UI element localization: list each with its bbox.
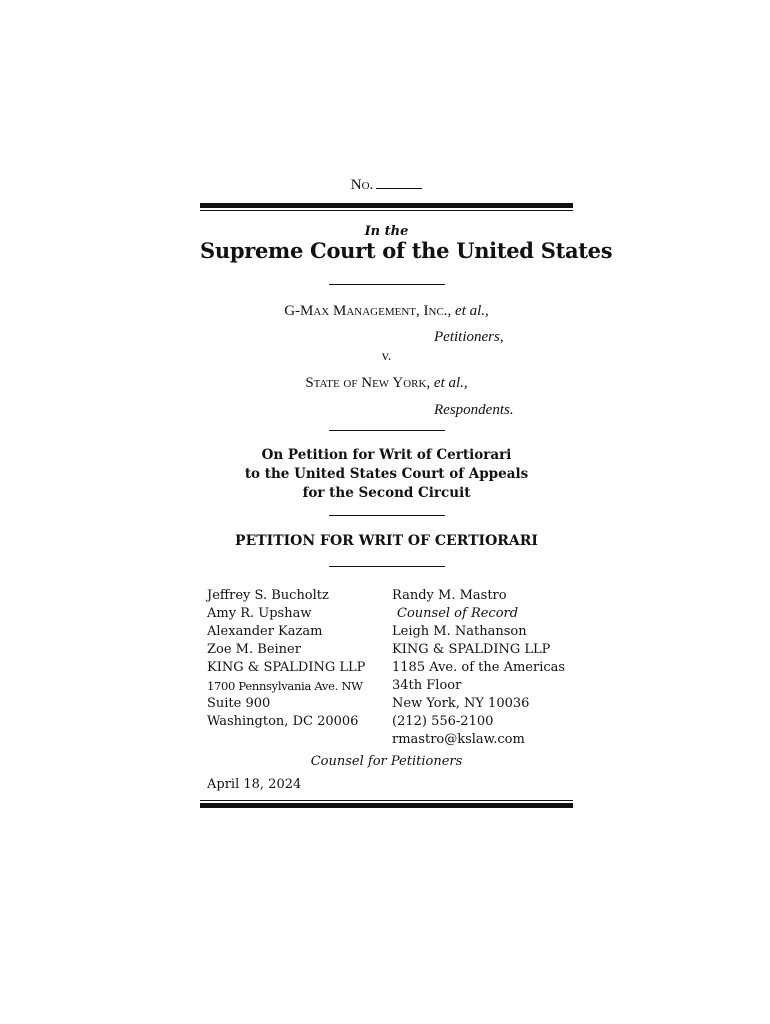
docket-blank [376,176,422,189]
counsel-right-line: Leigh M. Nathanson [392,624,527,639]
petitioner-et-al: et al., [455,303,489,319]
respondent-line [200,375,573,392]
petition-line-1: On Petition for Writ of Certiorari [261,447,512,463]
counsel-left-line: Alexander Kazam [207,624,323,639]
petitioner-role: Petitioners, [434,329,504,345]
counsel-right-line: KING & SPALDING LLP [392,642,551,657]
divider-rule [329,566,445,567]
petitioner-name: G-Max Management, Inc., [284,303,452,319]
counsel-right-line: (212) 556-2100 [392,714,494,729]
counsel-left-column [207,587,365,731]
counsel-of-record-name: Randy M. Mastro [392,588,507,603]
top-double-rule [200,203,573,211]
counsel-left-line: Zoe M. Beiner [207,642,301,657]
cover-page [200,0,613,1024]
respondent-role: Respondents. [434,402,514,418]
in-the-label: In the [364,224,409,239]
counsel-right-line: 34th Floor [392,678,462,693]
bottom-double-rule [200,800,573,808]
counsel-left-line: 1700 Pennsylvania Ave. NW [207,679,363,693]
filing-date: April 18, 2024 [207,777,302,792]
petition-description [200,446,573,503]
divider-rule [329,515,445,516]
respondent-et-al: et al., [433,375,468,391]
counsel-right-line: 1185 Ave. of the Americas [392,660,566,675]
counsel-left-line: Suite 900 [207,696,271,711]
counsel-right-column [392,587,565,749]
respondent-name: State of New York, [305,375,431,391]
counsel-email: rmastro@kslaw.com [392,732,525,747]
petitioner-line [200,303,573,320]
court-name: Supreme Court of the United States [200,238,613,263]
counsel-left-line: Jeffrey S. Bucholtz [207,588,329,603]
divider-rule [329,284,445,285]
counsel-left-line: KING & SPALDING LLP [207,660,366,675]
petition-title: PETITION FOR WRIT OF CERTIORARI [235,533,538,549]
counsel-left-line: Amy R. Upshaw [207,606,312,621]
petition-line-2: to the United States Court of Appeals [244,466,529,482]
counsel-left-line: Washington, DC 20006 [207,714,359,729]
docket-label: No. [350,177,374,193]
counsel-for-label: Counsel for Petitioners [310,754,463,769]
petition-line-3: for the Second Circuit [302,485,471,501]
counsel-of-record-label: Counsel of Record [397,606,519,621]
counsel-right-line: New York, NY 10036 [392,696,530,711]
docket-number [200,176,573,194]
divider-rule [329,430,445,431]
versus-label: v. [381,349,392,364]
